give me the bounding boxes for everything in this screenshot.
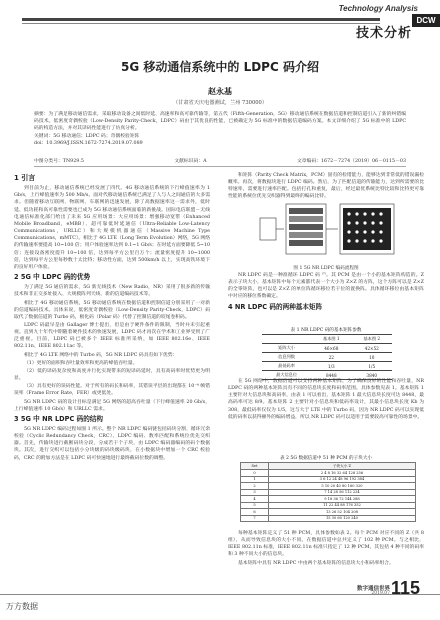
figure-matrix-stack (286, 204, 326, 254)
table-row (262, 344, 392, 353)
paragraph: （2）低的译码复杂度和高度并行化实现带来的短译码延时，具有高码率时优势更为明显。 (14, 368, 210, 382)
section-heading: 2 5G 中 LDPC 码的优势 (14, 273, 91, 282)
paragraph: NR LDPC 码是一种准循环 LDPC 码 ⁽⁷⁾。其 PCM 是由一个小的基本矩阵构造的。Z 表示子块大小，基本矩阵中每个元素都代表一个大小为 Z×Z 的方阵，这个方阵可以是 Z×Z 的全零矩阵，也可以是 Z×Z 的单位阵循环移位若干位的置换阵。具体循环移位由基本矩阵中对应的移位系数确定。 (228, 273, 424, 300)
table-cell: 最大信息位 (262, 371, 311, 380)
page-number: 115 (390, 578, 420, 598)
paragraph: 基本矩阵中具有 NR LDPC 中由两个基本矩阵的信息块大小和码率组合。 (238, 560, 394, 566)
footer-magazine: 数字通信世界 (356, 586, 390, 592)
table-cell: 3840 (352, 371, 392, 380)
classification-row (34, 157, 406, 164)
clc-number: 中图分类号：TN929.5 (34, 159, 84, 164)
paragraph: 5G NR LDPC 编码过程如图 1 所示。整个 NR LDPC 编码链包括码块分割、循环冗余校验（Cyclic Redundancy Check，CRC）、LDPC 编码、数率匹配和系统位优先交织器。首先，传输块进行截断码块分段，分成若干个子块，由 LDPC 编码器编码的码个数据块。其次，进行交织可以包括小分块级的码块级码块，在小数据块中增加一个 CRC 校验码，CRC 的附加方法是在 LDPC 码可快速地进行最终截码位数的调整。 (14, 427, 210, 461)
article-abstract (34, 111, 406, 147)
table-cell: 2 4 8 16 32 64 128 256 (268, 470, 415, 477)
table-cell: 5 (241, 502, 269, 509)
article-author: 赵永基 (208, 86, 232, 96)
paragraph: 每种基本矩阵定义了 51 种 PCM，具体参数如表 2。每个 PCM 对应不同的 Z（共 8 组），从而导致信息块的大小不同。在数据信道中总共定义了 102 种 PCM。与之相比，IEEE 802.11n 标准，IEEE 802.11n 标准只指定了 12 种 PCM，其包括 4 种不同的码率和 3 种不同大小的信息块。 (228, 531, 424, 558)
table-header-cell (262, 335, 311, 344)
doi: doi：10.3969/J.ISSN.1672-7274.2019.07.089 (34, 140, 143, 146)
table-cell: 3 (241, 489, 269, 496)
table-header-row (241, 463, 416, 470)
right-column-bottom (228, 530, 424, 568)
keywords: 关键词：5G 移动通信；LDPC 码；奇偶校验矩阵 (34, 133, 140, 139)
header-section-title: 技术分析 (355, 26, 412, 41)
footer-source: 万方数据 (6, 602, 38, 611)
paragraph: 为了满足 5G 通信的需求，5G 新无线技术（New Radio，NR）采用了很多新的传输技术和非正交多址接入、大规模阵列天线、新的信道编码技术等。 (14, 285, 210, 298)
figure-row (289, 240, 323, 246)
encoding-flow-figure (258, 198, 398, 260)
table-cell: 6 (241, 509, 269, 516)
table-cell: 4 (241, 496, 269, 503)
table-cell: 7 (241, 515, 269, 522)
table-cell: 15 30 60 120 240 (268, 515, 415, 522)
figure-row (289, 216, 323, 222)
table1-caption: 表 1 NR LDPC 码的基本矩阵参数 (290, 328, 362, 333)
table-cell: 1 (241, 476, 269, 483)
table-cell: 46×68 (311, 344, 351, 353)
table-cell: 矩阵大小 (262, 344, 311, 353)
figure-row (289, 208, 323, 214)
table2 (240, 462, 416, 522)
right-column-lower (228, 378, 424, 422)
figure-input-block (260, 218, 276, 240)
table-cell: 8448 (311, 371, 351, 380)
table-cell: 1/3 (311, 362, 351, 371)
table-cell: 13 26 52 104 208 (268, 509, 415, 516)
table-cell: 42×52 (352, 344, 392, 353)
brand-badge: DCW (412, 14, 440, 27)
figure-codeword-grid (340, 204, 394, 254)
divider (34, 166, 406, 167)
table-cell: 7 14 28 56 112 224 (268, 489, 415, 496)
table-header-cell: 基本图 2 (352, 335, 392, 344)
table-cell: 3 6 12 24 48 96 192 384 (268, 476, 415, 483)
figure-row (289, 232, 323, 238)
table-cell: 9 18 36 72 144 288 (268, 496, 415, 503)
section-heading: 3 5G 中 NR LDPC 码的结构 (14, 414, 103, 423)
paragraph: 5G NR LDPC 码的设计目标是满足 5G 网络的超高吞吐量（下行峰值速率 20 Gb/s，上行峰值速率 10 Gb/s）和 URLLC 需求。 (14, 399, 210, 412)
table-header-cell: 基本图 1 (311, 335, 351, 344)
table-row (262, 353, 392, 362)
article-number: 文章编码：1672－7274（2019）06－0115－03 (296, 159, 406, 164)
table-cell: 10 (352, 353, 392, 362)
table-cell: 22 (311, 353, 351, 362)
section-heading: 4 NR LDPC 码的两种基本矩阵 (228, 302, 323, 311)
figure-row (289, 224, 323, 230)
paragraph: （3）具有更好的误码性能。对于所有的码长和码率，其错误平层的出现都在 10⁻⁴ 帧错误率（Frame Error Rate，FER）或更低处。 (14, 384, 210, 397)
header-rule (22, 18, 380, 21)
table-header-cell: 子块大小 Z (268, 463, 415, 470)
table-cell: 2 (241, 483, 269, 490)
table1 (262, 334, 392, 380)
paragraph: 相比于 4G 移动通信系统，5G 移动通信系统在数据信道和控制信道分别采用了一对新的信道编码技术。具体来说，低密度奇偶校验（Low-Density Parity-Check，LDPC）码取代了数据信道的 Turbo 码，极化码（Polar 码）代替了控制信道的咬尾卷积码。 (14, 300, 210, 320)
section-heading: 1 引言 (14, 174, 36, 182)
table2-caption: 表 2 5G 数据信道中 51 种 PCM 的子块大小 (279, 456, 373, 461)
left-column (14, 172, 210, 463)
article-affiliation: （甘肃省天庆电器测试，兰州 730000） (172, 100, 268, 106)
table-row (262, 362, 392, 371)
paragraph: 和矩阵（Parity Check Matrix，PCM）固有的检错能力，能够达到非常低的错误漏检概率。再次，将数据块进行 LDPC 编码。然后，为了匹配信道的传输能力，达到所需要的比特速率，需要进行速率匹配。包括打孔和重复，最后，经过最优系统比特比较和比特更可靠性能的系统位优先交织器得到最终的编码比特。 (228, 173, 424, 200)
paragraph: （1）更好的面积和吞吐量效率和更高的峰值吞吐量。 (24, 360, 138, 366)
table-cell: 1/5 (352, 362, 392, 371)
table-cell: 0 (241, 470, 269, 477)
header-english-title: Technology Analysis (338, 4, 418, 13)
header-rule-thin (22, 23, 380, 24)
paragraph: 相比于 4G LTE 网络中的 Turbo 码，5G NR LDPC 码具有如下优势： (24, 352, 178, 358)
footer-date: 2019.07 (371, 591, 390, 596)
right-column-mid (228, 272, 424, 314)
table-cell: 11 22 44 88 176 352 (268, 502, 415, 509)
paragraph: 在 5G 网络中，数据信道可以支持两种基本矩阵，为了确保良好的性能和吞吐量，NR LDPC 码的两种基本矩阵具有不同的信息块长度和码率范围。具体参数见表 1。基本矩阵 1 主要针对大信息块和高码率，由表 1 可以看出，基本矩阵 1 最大信息块长度可达 8448，最高码率可达 8/9。基本矩阵 2 主要针对小信息块和低码率设计，其最小信息块长度 Kb 为 308，最低码率仅仅为 1/5，这与大于 LTE 中的 Turbo 码，因为 NR LDPC 码可以实现低低的码率以获得额外的编码增益，所以 NR LDPC 码可以适用于需要较高可靠性的场景中。 (228, 379, 424, 420)
paragraph: LDPC 码最早是由 Gallager 博士提出，但是由于硬件条件的限制，当时并未引起重视。直到九十年代中期随着硬件技术的快速发展，LDPC 码才再次在学术和工业界受到了广泛重视。目前，LDPC 码已被多个 IEEE 标准所采纳，如 IEEE 802.16e、IEEE 802.11n、IEEE 802.11ac 等。 (14, 322, 210, 350)
article-title: 5G 移动通信系统中的 LDPC 码介绍 (121, 60, 319, 74)
table-header-row (262, 335, 392, 344)
table-cell: 5 10 20 40 80 160 320 (268, 483, 415, 490)
table-cell: 信息列数 (262, 353, 311, 362)
abstract-text: 摘要：为了满足移动通信需求，采取移动设备之间低时延、高速率和高可靠传输等，第五代（Fifth-Generation，5G）移动通信系统在数据信道和控制信道引入了新的纠错编码技术。低密度奇偶校验（Low-Density Parity-Check，LDPC）码由于其优良的性能，已被确定为 5G 标准中的数据信道编码方案。本文详细介绍了 5G 标准中的 LDPC 码的构造方法，并对其译码性能进行了仿真分析。 (34, 112, 406, 132)
doc-code: 文献标识码：A (174, 159, 207, 164)
table-header-cell: Set (241, 463, 269, 470)
paragraph: 到目前为止，移动通信系统已经发展了四代。4G 移动通信系统的下行峰值速率为 1 Gb/s，上行峰值速率为 500 Mb/s。面对代移动通信系统已满足了人与人之间通信的大多需求。但随着移动互联网、物联网、车联网的迅速发展，除了高数据速率这一需求外，低时延、低功耗和高可靠性需要也已成为 5G 移动通信系统面临的新挑战。国际电信联盟－无线电通信标准化部门给出了未来 5G 应用场景：大应用场景：增强移动宽带（Enhanced Mobile Broadband，eMBB）、超可靠低时延通信（Ultra-Reliable Low-Latency Communications，URLLC）和大规模机器通信（Massive Machine Type Communications，mMTC）。相比于 4G LTE（Long Term Evolution）网络，5G 网络的传输速率要提高 10~100 倍；用户体验速率达到 0.1~1 Gb/s；在时延方面要降低 5~10 倍；连接设备密度提升 10~100 倍，达到每平方公里百万个；流量密度提升 10~1000 倍，达到每平方公里每秒数十太比特；移动性方面，达到 500km/h 以上，实现高铁环境下的良好用户体验。 (14, 186, 210, 270)
table-row (241, 515, 416, 522)
table-cell: 最低码率 (262, 362, 311, 371)
figure-caption: 图 1 5G NR LDPC 编码流程图 (293, 266, 359, 271)
